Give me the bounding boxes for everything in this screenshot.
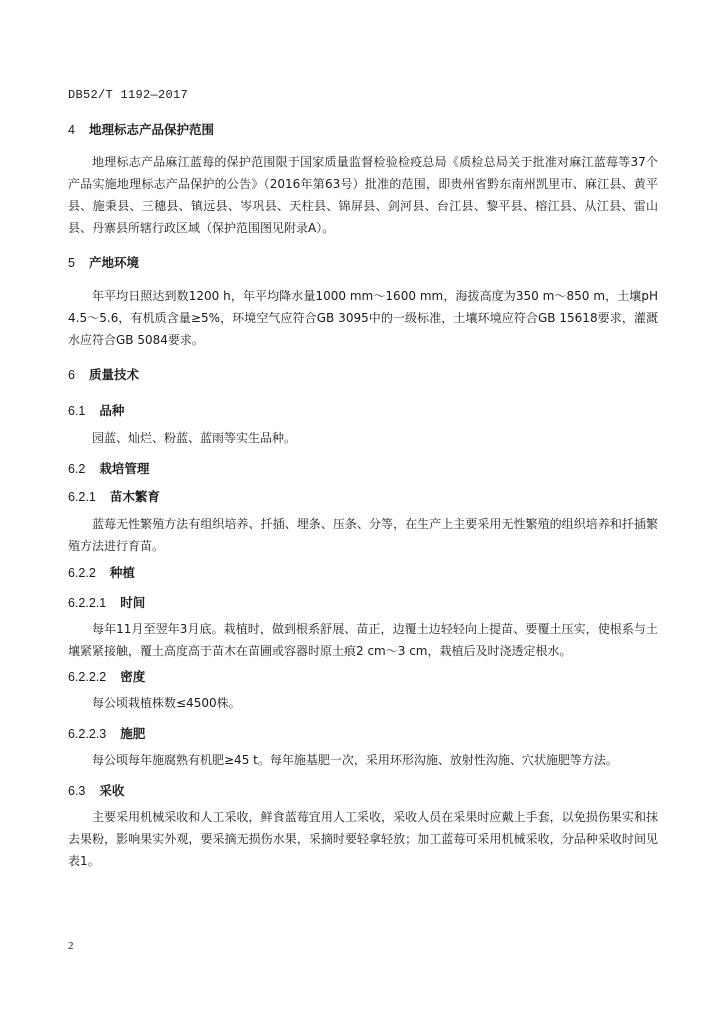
paragraph-6-2-2-1: 每年11月至翌年3月底。栽植时，做到根系舒展、苗正，边覆土边轻轻向上提苗、要覆土压实，使根系与土壤紧紧接触，覆土高度高于苗木在苗圃或容器时原土痕2 cm～3 cm，栽植后及时浇透定根水。 <box>68 622 658 658</box>
paragraph-6-2-2-2: 每公顷栽植株数≤4500株。 <box>92 696 241 710</box>
heading-number: 5 <box>68 256 75 270</box>
heading-6-2 <box>68 459 149 477</box>
heading-title: 地理标志产品保护范围 <box>88 122 214 137</box>
heading-6-2-2-1 <box>68 593 145 611</box>
heading-number: 6.2.2 <box>68 566 96 580</box>
paragraph-6-2-1: 蓝莓无性繁殖方法有组织培养、扦插、埋条、压条、分等，在生产上主要采用无性繁殖的组织培养和扦插繁殖方法进行育苗。 <box>68 517 658 553</box>
paragraph-4: 地理标志产品麻江蓝莓的保护范围限于国家质量监督检验检疫总局《质检总局关于批准对麻江蓝莓等37个产品实施地理标志产品保护的公告》（2016年第63号）批准的范围，即贵州省黔东南州凯里市、麻江县、黄平县、施秉县、三穗县、镇远县、岑巩县、天柱县、锦屏县、剑河县、台江县、黎平县、榕江县、从江县、雷山县、丹寨县所辖行政区域（保护范围图见附录A）。 <box>68 155 658 235</box>
heading-6-1 <box>68 401 124 419</box>
heading-title: 种植 <box>109 565 135 580</box>
heading-5 <box>68 253 139 271</box>
heading-6-2-1 <box>68 487 160 505</box>
heading-title: 产地环境 <box>88 255 139 270</box>
heading-6-2-2 <box>68 563 135 581</box>
heading-title: 栽培管理 <box>99 461 150 476</box>
heading-number: 6.2 <box>68 462 86 476</box>
heading-6-2-2-3 <box>68 724 145 742</box>
heading-number: 6.3 <box>68 784 86 798</box>
paragraph-6-3: 主要采用机械采收和人工采收，鲜食蓝莓宜用人工采收，采收人员在采果时应戴上手套，以免损伤果实和抹去果粉，影响果实外观，要采摘无损伤水果，采摘时要轻拿轻放；加工蓝莓可采用机械采收，分品种采收时间见表1。 <box>68 810 658 868</box>
heading-4 <box>68 120 214 138</box>
page-number: 2 <box>68 940 74 952</box>
heading-number: 6 <box>68 368 75 382</box>
heading-number: 6.1 <box>68 404 86 418</box>
heading-title: 时间 <box>120 595 146 610</box>
heading-number: 6.2.2.3 <box>68 727 107 741</box>
heading-number: 6.2.1 <box>68 490 96 504</box>
paragraph-6-2-2-3: 每公顷每年施腐熟有机肥≥45 t。每年施基肥一次，采用环形沟施、放射性沟施、穴状施肥等方法。 <box>92 753 618 767</box>
heading-number: 6.2.2.2 <box>68 670 107 684</box>
heading-number: 4 <box>68 123 75 137</box>
heading-title: 密度 <box>120 669 146 684</box>
paragraph-6-1: 园蓝、灿烂、粉蓝、蓝雨等实生品种。 <box>92 431 297 445</box>
heading-title: 施肥 <box>120 726 146 741</box>
heading-title: 苗木繁育 <box>109 489 160 504</box>
heading-6-2-2-2 <box>68 667 145 685</box>
heading-6-3 <box>68 781 124 799</box>
paragraph-5: 年平均日照达到数1200 h，年平均降水量1000 mm～1600 mm，海拔高度为350 m～850 m，土壤pH 4.5～5.6，有机质含量≥5%，环境空气应符合GB 3095中的一级标准，土壤环境应符合GB 15618要求，灌溉水应符合GB 5084要求。 <box>68 289 658 347</box>
heading-title: 品种 <box>99 403 125 418</box>
heading-title: 质量技术 <box>88 367 139 382</box>
standard-header: DB52/T 1192—2017 <box>68 88 189 102</box>
heading-6 <box>68 365 139 383</box>
heading-title: 采收 <box>99 783 125 798</box>
heading-number: 6.2.2.1 <box>68 596 107 610</box>
